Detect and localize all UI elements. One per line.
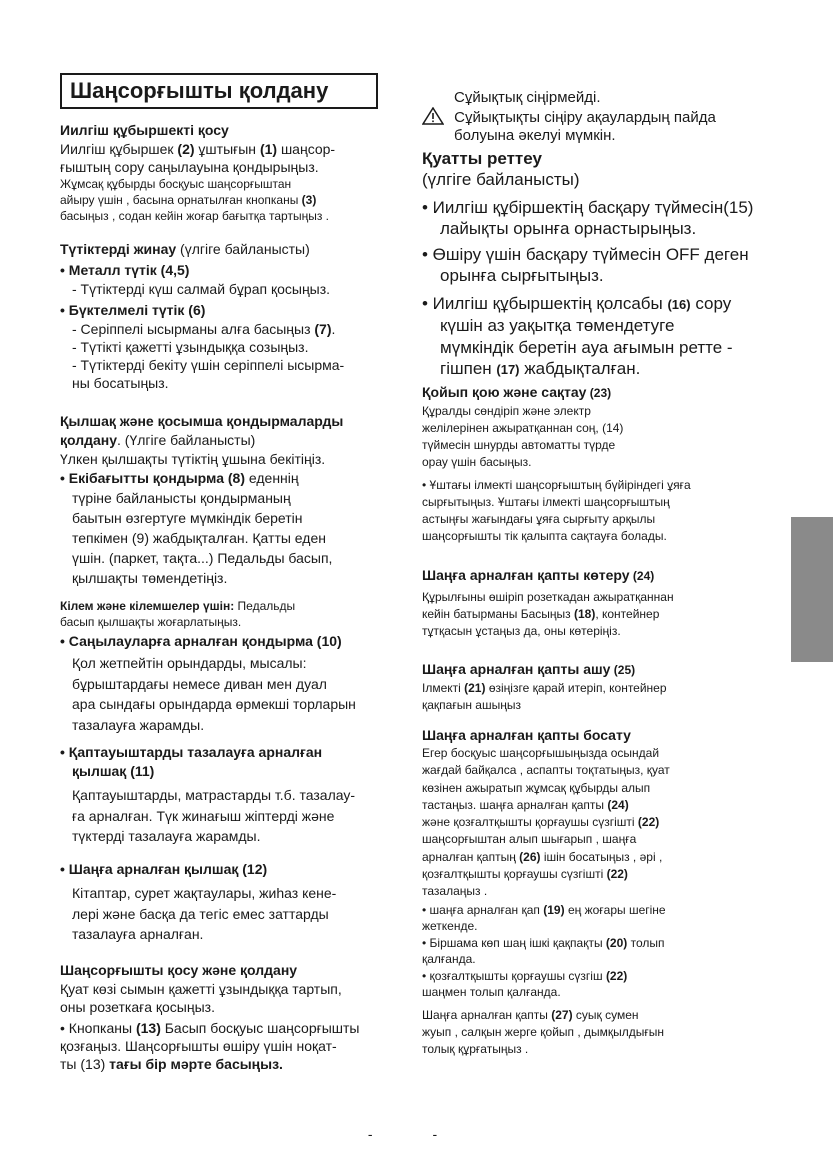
fold-tube-title: • Бүктелмелі түтік (6) [60,302,206,318]
text-line [422,762,794,779]
lift-heading: Шаңға арналған қапты көтеру [422,567,630,583]
text-line: тазалауға жарамды. [72,716,205,733]
hose-text [60,140,392,176]
text-segment: Кнопканы [68,1020,136,1036]
text-line: үшін. (паркет, тақта...) Педальды басып, [72,550,333,566]
text-line [72,338,392,356]
text-segment: тұтқасын ұстаңыз да, оны көтеріңіз. [422,624,621,638]
brush-heading-1: Қылшақ және қосымша қондырмаларды [60,413,344,429]
storage-heading: Қойып қою және сақтау [422,384,587,400]
text-line [422,968,794,985]
text-line [60,208,392,224]
text-line [422,849,794,866]
hose-heading: Иилгіш құбыршекті қосу [60,122,229,138]
text-line [60,176,392,192]
bold-ref: (13) [135,1020,161,1036]
text-segment: • [60,1020,69,1036]
text-line: түктерді тазалауға жарамды. [72,828,261,844]
tubes-note: (үлгіге байланысты) [176,241,310,257]
bold-ref: (7) [314,321,332,337]
text-line: түймесін шнурды автоматты түрде [422,438,616,452]
text-segment: суық сумен [572,1007,639,1022]
carpet-line2: басып қылшақты жоғарлатыңыз. [60,615,242,629]
text-line: • Ұштағы ілмекті шаңсорғыштың бүйіріндегі ұяға [422,478,691,492]
bold-ref: (20) [605,935,628,950]
upholstery-title-2: қылшақ (11) [72,763,155,779]
empty-lines [422,745,794,901]
empty-bullet-1 [422,902,794,935]
text-segment: ең жоғары шегіне [564,902,666,917]
warning-icon [422,107,444,125]
usage-section [60,961,392,1073]
lift-lines [422,589,794,640]
text-line [60,1037,392,1055]
text-segment: қалғанда. [422,952,476,967]
text-line [422,589,794,606]
bold-ref: (27) [551,1007,573,1022]
text-line: Қуат көзі сымын қажетті ұзындыққа тартып, [60,981,342,997]
text-line: қылшақты төмендетіңіз. [72,570,228,586]
page-title: Шаңсорғышты қолдану [70,78,329,103]
bold-ref: (19) [543,902,565,917]
text-segment: Басып босқуыс шаңсорғышты [160,1020,360,1036]
text-line [422,697,794,714]
text-segment: ішін босатыңыз , әрі , [540,849,663,864]
text-line [422,831,794,848]
bold-ref: (22) [606,867,628,882]
metal-tube-line: - Түтіктерді күш салмай бұрап қосыңыз. [72,281,331,297]
bold-ref: (18) [573,607,596,621]
text-line: орынға сырғытыңыз. [440,266,604,285]
combi-title: • Екібағытты қондырма (8) [60,470,245,486]
text-segment: , контейнер [595,607,660,621]
text-line: оны розеткаға қосыңыз. [60,999,215,1015]
bold-ref: (26) [519,849,541,864]
text-segment: басыңыз , содан кейін жоғар бағытқа тартыңыз . [60,209,329,223]
text-segment: • Иилгіш құбыршектің қолсабы [422,293,668,313]
brush-heading-2: қолдану [60,432,118,448]
empty-bullet-2 [422,935,794,968]
text-line [60,1019,392,1037]
text-line: астыңғы жағындағы ұяға сырғыту арқылы [422,512,656,526]
bold-ref: (22) [637,815,660,830]
storage-bullet [422,477,794,545]
text-line [422,315,794,337]
text-line [422,293,794,316]
section-tab [791,517,833,662]
empty-section [422,726,794,1059]
text-line [422,780,794,797]
liquids-section [422,89,794,145]
text-segment: гішпен [440,359,497,378]
power-bullet-2 [422,244,794,287]
text-line: Кітаптар, сурет жақтаулары, жиһаз кене- [72,885,337,901]
text-segment: шаңсор- [277,141,336,157]
text-line [422,866,794,883]
text-line [60,158,392,176]
text-segment: шаңсорғыштан алып шығарып , шаңға [422,832,637,847]
text-segment: Егер босқуыс шаңсорғышыңызда осындай [422,746,660,760]
text-line: • Иилгіш құбіршектің басқару түймесін(15) [422,197,754,217]
text-segment: жабдықталған. [519,359,641,378]
text-segment: толық құрғатыңыз . [422,1042,529,1057]
text-line: желілерінен ажыратқаннан соң, (14) [422,421,624,435]
text-line [60,1055,392,1073]
warning-line-1: Сұйықтықты сіңіру ақаулардың пайда [454,109,716,126]
power-bullet-1 [422,197,794,240]
text-line: лайықты орынға орнастырыңыз. [440,219,697,238]
text-line [422,918,794,935]
dust-brush-lines [60,883,392,945]
text-line [60,140,392,158]
lift-section [422,566,794,640]
text-line: шаңсорғышты тік қалыпта сақтауға болады. [422,529,667,543]
empty-heading: Шаңға арналған қапты босату [422,727,631,743]
text-line [72,320,392,338]
text-segment: ғыштың сору саңылауына қондырыңыз. [60,159,319,175]
text-line [422,1024,794,1041]
open-section [422,660,794,714]
text-line [422,358,794,381]
bold-ref: (22) [605,968,628,983]
text-segment: қозғалтқышты қорғаушы сүзгішті [422,867,607,882]
liquids-line: Сұйықтық сіңірмейді. [454,89,601,106]
lift-heading-num: (24) [629,569,655,583]
text-segment: ны босатыңыз. [72,375,169,391]
text-line [422,883,794,900]
combi-lines [60,488,392,588]
bold-ref: (24) [607,797,629,812]
text-segment: өзіңізге қарай итеріп, контейнер [485,681,667,695]
text-line [422,1007,794,1024]
bold-ref: (3) [301,193,317,207]
text-line [422,902,794,919]
text-segment: айыру үшін , басына орнатылған кнопканы [60,193,302,207]
text-segment: және қозғалтқышты қорғаушы сүзгішті [422,815,638,830]
text-segment: - Түтікті қажетті ұзындыққа созыңыз. [72,339,309,355]
text-line [422,797,794,814]
empty-bullet-3 [422,968,794,1001]
text-line: бұрыштардағы немесе диван мен дуал [72,675,327,692]
power-bullet-3 [422,293,794,381]
text-segment: сору [690,293,732,313]
text-line [60,192,392,208]
text-segment: • қозғалтқышты қорғаушы сүзгіш [422,968,606,983]
open-heading-num: (25) [610,663,636,677]
text-line [422,814,794,831]
text-segment: • Біршама көп шаң ішкі қақпақты [422,935,606,950]
dust-brush-title: • Шаңға арналған қылшақ (12) [60,861,268,877]
open-lines [422,680,794,714]
fold-tube-lines [60,320,392,392]
text-segment: • шаңға арналған қап [422,902,544,917]
storage-section [422,383,794,545]
dust-brush-section [60,860,392,945]
text-line: ара сындағы орындарда өрмекші торларын [72,696,356,712]
text-line [72,356,392,374]
hose-section [60,121,392,224]
text-line [422,623,794,640]
text-segment: толып [627,935,665,950]
crevice-title: • Саңылауларға арналған қондырма (10) [60,633,342,649]
bold-ref: тағы бір мәрте басыңыз. [105,1056,283,1072]
carpet-tail: Педальды [234,599,296,613]
empty-tail [422,1007,794,1059]
text-line [422,680,794,697]
warning-line-2: болуына әкелуі мүмкін. [454,127,616,144]
bold-ref: (21) [464,681,486,695]
combi-title-tail: еденнің [245,470,299,486]
text-line: түріне байланысты қондырманың [72,490,291,506]
text-segment: Иилгіш құбыршек [60,141,178,157]
text-line: баытын өзгертуге мүмкіндік беретін [72,510,303,526]
text-line [422,337,794,359]
tubes-heading: Түтіктерді жинау [60,241,177,257]
bold-ref: (1) [259,141,278,157]
power-heading: Қуатты реттеу [422,149,542,168]
page-footer-marks: - - [367,1126,466,1142]
power-section [422,148,794,381]
open-heading: Шаңға арналған қапты ашу [422,661,611,677]
upholstery-lines [60,785,392,847]
text-line [72,374,392,392]
text-segment: жеткенде. [422,919,478,934]
upholstery-section [60,743,392,847]
usage-bullet [60,1019,392,1073]
text-line: лері және басқа да тегіс емес заттарды [72,905,329,922]
text-segment: ты [60,1056,81,1072]
storage-heading-num: (23) [586,386,612,400]
text-segment: Жұмсақ құбырды босқуыс шаңсорғыштан [60,177,292,191]
power-note: (үлгіге байланысты) [422,170,580,189]
text-segment: - Серіппелі ысырманы алға басыңыз [72,321,315,337]
crevice-lines [60,653,392,735]
text-segment: шаңмен толып қалғанда. [422,985,561,1000]
text-line [422,1041,794,1058]
text-line [422,745,794,762]
text-segment: Құрылғыны өшіріп розеткадан ажыратқаннан [422,590,674,604]
title-box [60,73,378,109]
text-segment: арналған қаптың [422,849,520,864]
text-segment: кейін батырманы Басыңыз [422,607,574,621]
text-line: Қаптауыштарды, матрастарды т.б. тазалау- [72,787,356,803]
text-line: тазалауға арналған. [72,926,204,942]
crevice-section [60,632,392,735]
upholstery-title-1: • Қаптауыштарды тазалауға арналған [60,744,323,760]
text-segment: қозғаңыз. Шаңсорғышты өшіру үшін ноқат- [60,1038,337,1054]
bold-ref: (16) [667,296,691,312]
brush-heading-note: . (Үлгіге байланысты) [117,432,256,448]
bold-ref: (17) [496,362,520,377]
brush-line: Үлкен қылшақты түтіктің ұшына бекітіңіз. [60,451,326,467]
text-line: тепкімен (9) жабдықталған. Қатты еден [72,530,326,546]
text-segment: Шаңға арналған қапты [422,1007,552,1022]
tubes-section [60,240,392,392]
storage-lines [422,403,794,471]
text-segment: жағдай байқалса , аспапты тоқтатыңыз, қуат [422,763,670,778]
text-line [422,606,794,623]
carpet-bold: Кілем және кілемшелер үшін: [60,599,235,613]
usage-lines [60,980,392,1016]
text-segment: ұштығын [194,141,260,157]
text-segment: тастаңыз. шаңға арналған қапты [422,797,608,812]
text-segment: тазалаңыз . [422,884,488,899]
text-segment: (13) [80,1056,106,1072]
text-line [422,935,794,952]
text-segment: мүмкіндік беретін ауа ағымын ретте - [440,337,733,357]
text-line: Қол жетпейтін орындарды, мысалы: [72,655,307,671]
hose-note [60,176,392,224]
text-line: Құралды сөндіріп және электр [422,404,591,418]
text-segment: күшін аз уақытқа төмендетуге [440,316,675,335]
text-segment: - Түтіктерді бекіту үшін серіппелі ысырма- [72,357,345,373]
text-segment: көзінен ажыратып жұмсақ құбырды алып [422,780,651,795]
text-segment: жуып , салқын жерге қойып , дымқылдығын [422,1024,665,1039]
text-line: ға арналған. Түк жинағыш жіптерді және [72,807,335,824]
text-segment: . [331,321,336,337]
usage-heading: Шаңсорғышты қосу және қолдану [60,962,298,978]
text-segment: Ілмекті [422,681,465,695]
text-line [422,984,794,1001]
brush-section [60,412,392,630]
text-segment: қақпағын ашыңыз [422,698,521,712]
metal-tube-title: • Металл түтік (4,5) [60,262,190,278]
text-line [422,951,794,968]
text-line: сырғытыңыз. Ұштағы ілмекті шаңсорғыштың [422,495,670,509]
text-line: • Өшіру үшін басқару түймесін OFF деген [422,244,749,264]
bold-ref: (2) [177,141,195,157]
text-line: орау үшін басыңыз. [422,455,532,469]
